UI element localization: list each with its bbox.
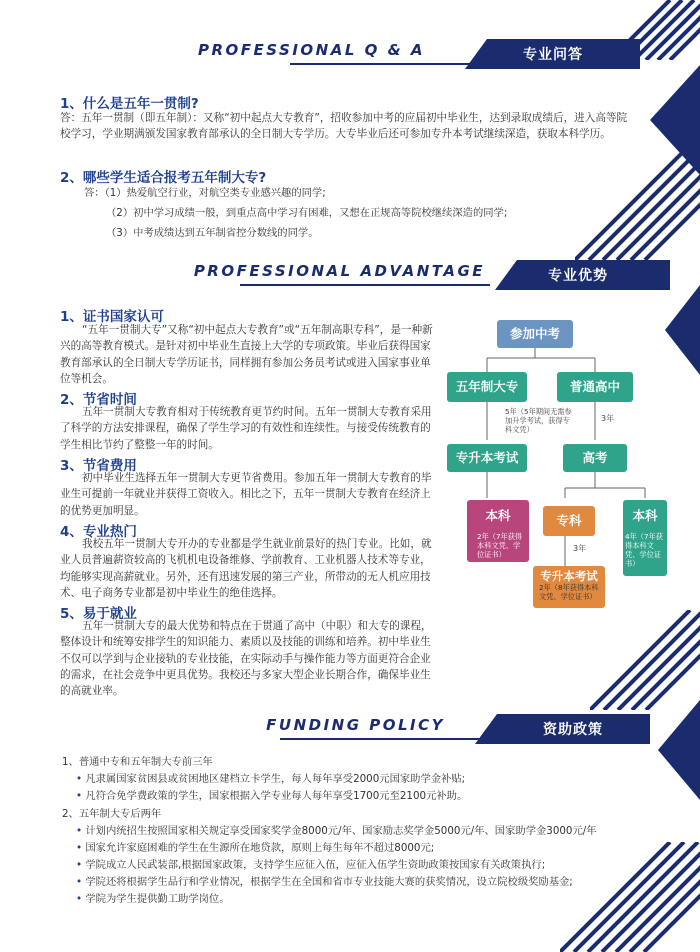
side-triangle-3 <box>650 700 700 800</box>
bullet-icon: • <box>76 773 86 785</box>
note-zsb-2: 2年（8年获得本科文凭、学位证书） <box>539 583 599 601</box>
qa-answer-2-1: 答：（1）热爱航空行业，对航空类专业感兴趣的同学; <box>84 187 326 199</box>
adv-title-5: 5、易于就业 <box>60 606 137 622</box>
note-three-year-2: 3年 <box>573 544 587 553</box>
node-gaokao: 高考 <box>563 444 627 472</box>
node-label: 专升本考试 <box>540 569 598 583</box>
fund-heading-2: 2、五年制大专后两年 <box>62 808 162 820</box>
adv-title-2: 2、节省时间 <box>60 392 137 408</box>
adv-title-3: 3、节省费用 <box>60 458 137 474</box>
bullet-icon: • <box>76 876 86 888</box>
fund-item <box>76 840 434 856</box>
side-stripes-1 <box>575 150 700 260</box>
node-five-year: 五年制大专 <box>447 372 527 402</box>
note-three-year: 3年 <box>601 414 615 423</box>
fund-item <box>76 788 467 804</box>
fund-item <box>76 891 230 907</box>
fund-item-text: 学院为学生提供勤工助学岗位。 <box>85 893 230 905</box>
education-path-flowchart <box>445 310 675 610</box>
fund-item-text: 学院成立人民武装部,根据国家政策，支持学生应征入伍，应征入伍学生资助政策按国家有关政策执行; <box>85 859 546 871</box>
qa-question-2: 2、哪些学生适合报考五年制大专? <box>60 170 267 186</box>
fund-heading-1: 1、普通中专和五年制大专前三年 <box>62 756 213 768</box>
node-label: 本科 <box>485 508 511 523</box>
qa-answer-2-2: （2）初中学习成绩一般，到重点高中学习有困难，又想在正规高等院校继续深造的同学; <box>106 207 508 219</box>
bullet-icon: • <box>76 859 86 871</box>
note-bachelor-2: 4年（7年获得本科文凭、学位证书） <box>625 532 663 568</box>
fund-item-text: 计划内统招生按照国家相关规定享受国家奖学金8000元/年、国家励志奖学金5000元/年、国家助学金3000元/年 <box>85 825 597 837</box>
adv-body-1: “五年一贯制大专”又称“初中起点大专教育”或“五年制高职专科”，是一种新兴的高等教育模式。是针对初中毕业生直接上大学的专项政策。毕业后获得国家教育部承认的全日制大专学历证书，同样拥有参加公务员考试或进入国家事业单位等机会。 <box>60 324 433 385</box>
bullet-icon: • <box>76 825 86 837</box>
adv-body-5: 五年一贯制大专的最大优势和特点在于贯通了高中（中职）和大专的课程，整体设计和统筹安排学生的知识能力、素质以及技能的训练和培养。初中毕业生不仅可以学到与企业接轨的专业技能，在实际动手与操作能力等方面更符合企业的需求，在社会竞争中更具优势。我校还与多家大型企业长期合作，确保毕业生的高就业率。 <box>60 620 432 698</box>
node-label: 本科 <box>632 508 658 523</box>
section-title-en: PROFESSIONAL Q & A <box>197 41 425 59</box>
header-underline <box>240 284 490 286</box>
fund-item <box>76 823 597 839</box>
qa-answer-1: 答：五年一贯制（即五年制）：又称“初中起点大专教育”，招收参加中考的应届初中毕业生，达到录取成绩后，进入高等院校学习，学业期满颁发国家教育部承认的全日制大专学历。大专毕业后还可参加专升本考试继续深造，获取本科学历。 <box>60 112 628 141</box>
fund-item <box>76 857 545 873</box>
node-zhongkao: 参加中考 <box>497 320 573 348</box>
fund-item-text: 凡隶属国家贫困县或贫困地区建档立卡学生，每人每年享受2000元国家助学金补贴; <box>85 773 466 785</box>
section-title-zh: 专业问答 <box>523 47 583 63</box>
section-header-advantage <box>0 258 670 288</box>
adv-body-2: 五年一贯制大专教育相对于传统教育更节约时间。五年一贯制大专教育采用了科学的方法安排课程，确保了学生学习的有效性和连续性。与接受传统教育的学生相比节约了整整一年的时间。 <box>60 406 432 451</box>
note-bachelor-1: 2年（7年获得本科文凭、学位证书） <box>477 532 523 559</box>
fund-item-text: 凡符合免学费政策的学生，国家根据入学专业每人每年享受1700元至2100元补助。 <box>85 790 468 802</box>
node-high-school: 普通高中 <box>557 372 633 402</box>
fund-item-text: 国家允许家庭困难的学生在生源所在地贷款，原则上每生每年不超过8000元; <box>85 842 435 854</box>
fund-item <box>76 874 573 890</box>
adv-body-4: 我校五年一贯制大专开办的专业都是学生就业前景好的热门专业。比如，就业人员普遍薪资较高的飞机机电设备维修、学前教育、工业机器人技术等专业，均能够实现高薪就业。另外，还有迅速发展的第三产业，所带动的无人机应用技术、电子商务专业都是初中毕业生的绝佳选择。 <box>60 538 432 599</box>
section-title-en: PROFESSIONAL ADVANTAGE <box>193 262 485 280</box>
corner-stripes-bottom <box>560 842 700 952</box>
qa-answer-2-3: （3）中考成绩达到五年制省控分数线的同学。 <box>106 227 319 239</box>
section-title-zh: 专业优势 <box>548 268 608 284</box>
header-underline <box>280 738 500 740</box>
adv-body-3: 初中毕业生选择五年一贯制大专更节省费用。参加五年一贯制大专教育的毕业生可提前一年就业并获得工资收入。相比之下，五年一贯制大专教育在经济上的优势更加明显。 <box>60 472 432 517</box>
qa-question-1: 1、什么是五年一贯制? <box>60 96 199 112</box>
section-title-en: FUNDING POLICY <box>266 716 445 734</box>
section-header-qa <box>0 37 640 67</box>
side-stripes-2 <box>590 610 700 710</box>
bullet-icon: • <box>76 893 86 905</box>
fund-item <box>76 771 465 787</box>
node-junior-college: 专科 <box>543 506 595 536</box>
adv-title-4: 4、专业热门 <box>60 524 137 540</box>
header-underline <box>290 63 490 65</box>
adv-title-1: 1、证书国家认可 <box>60 309 164 325</box>
bullet-icon: • <box>76 842 86 854</box>
section-title-zh: 资助政策 <box>543 722 603 738</box>
note-five-year: 5年（5年期间无需参加升学考试，获得专科文凭） <box>505 407 572 434</box>
bullet-icon: • <box>76 790 86 802</box>
fund-item-text: 学院还将根据学生品行和学业情况，根据学生在全国和省市专业技能大赛的获奖情况，设立院校级奖励基金; <box>85 876 573 888</box>
node-zsb-exam: 专升本考试 <box>447 444 527 472</box>
section-header-funding <box>0 712 650 742</box>
